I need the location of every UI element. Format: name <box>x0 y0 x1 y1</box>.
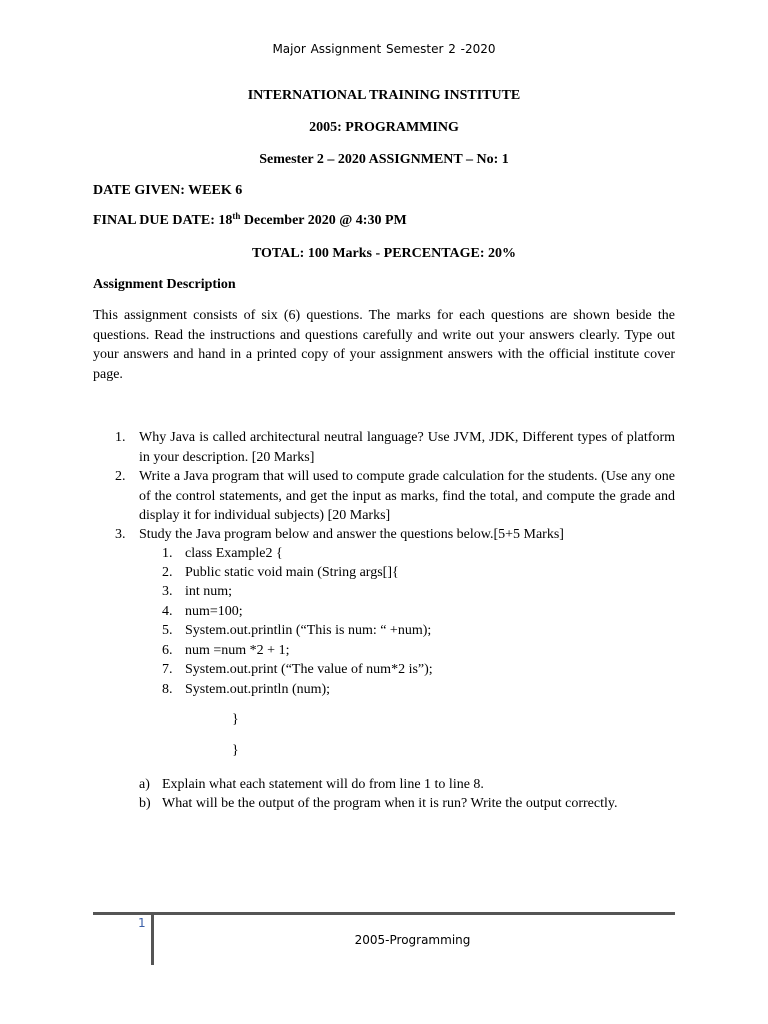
footer-rule <box>93 912 675 915</box>
closing-brace: } <box>232 712 239 727</box>
code-line-number: 2. <box>162 565 173 580</box>
code-line-number: 5. <box>162 623 173 638</box>
sub-question-label: b) <box>139 796 151 811</box>
due-prefix: FINAL DUE DATE: 18 <box>93 213 233 228</box>
code-line: class Example2 { <box>185 546 283 561</box>
assignment-title: Semester 2 – 2020 ASSIGNMENT – No: 1 <box>259 152 509 167</box>
code-line: int num; <box>185 584 233 599</box>
sub-question-text: What will be the output of the program when it is run? Write the output correctly. <box>162 796 618 811</box>
due-suffix: December 2020 @ 4:30 PM <box>240 213 407 228</box>
closing-brace: } <box>232 743 239 758</box>
course-title: 2005: PROGRAMMING <box>309 120 459 135</box>
due-superscript: th <box>232 211 241 221</box>
footer-title: 2005-Programming <box>354 933 471 947</box>
final-due-date <box>93 213 407 229</box>
question-text: Why Java is called architectural neutral language? Use JVM, JDK, Different types of platform in your description. [20 Marks] <box>139 430 675 465</box>
description-body: This assignment consists of six (6) questions. The marks for each questions are shown beside the questions. Read the instructions and questions carefully and write out your answers clearly. Type out your answers and hand in a printed copy of your assignment answers with the official institute cover page. <box>93 308 675 382</box>
code-line: System.out.println (num); <box>185 682 331 697</box>
code-line-number: 8. <box>162 682 173 697</box>
question-number: 2. <box>115 469 126 484</box>
code-line-number: 7. <box>162 662 173 677</box>
institute-title: INTERNATIONAL TRAINING INSTITUTE <box>247 88 521 103</box>
code-line-number: 6. <box>162 643 173 658</box>
question-text: Study the Java program below and answer the questions below.[5+5 Marks] <box>139 527 564 542</box>
page-number: 1 <box>138 916 146 930</box>
code-line: System.out.print (“The value of num*2 is”); <box>185 662 433 677</box>
question-text: Write a Java program that will used to compute grade calculation for the students. (Use any one of the control statements, and get the input as marks, find the total, and compute the grade and display it for individual subjects) [20 Marks] <box>139 469 675 523</box>
question-number: 1. <box>115 430 126 445</box>
code-line: num=100; <box>185 604 243 619</box>
total-marks: TOTAL: 100 Marks - PERCENTAGE: 20% <box>251 246 517 261</box>
code-line-number: 4. <box>162 604 173 619</box>
date-given: DATE GIVEN: WEEK 6 <box>93 183 243 198</box>
sub-question-label: a) <box>139 777 150 792</box>
code-line: System.out.printlin (“This is num: “ +num); <box>185 623 432 638</box>
code-line: num =num *2 + 1; <box>185 643 290 658</box>
code-line: Public static void main (String args[]{ <box>185 565 399 580</box>
sub-question-text: Explain what each statement will do from line 1 to line 8. <box>162 777 484 792</box>
code-line-number: 1. <box>162 546 173 561</box>
description-heading: Assignment Description <box>93 277 236 292</box>
code-line-number: 3. <box>162 584 173 599</box>
page-header: Major Assignment Semester 2 -2020 <box>272 42 496 56</box>
question-number: 3. <box>115 527 126 542</box>
